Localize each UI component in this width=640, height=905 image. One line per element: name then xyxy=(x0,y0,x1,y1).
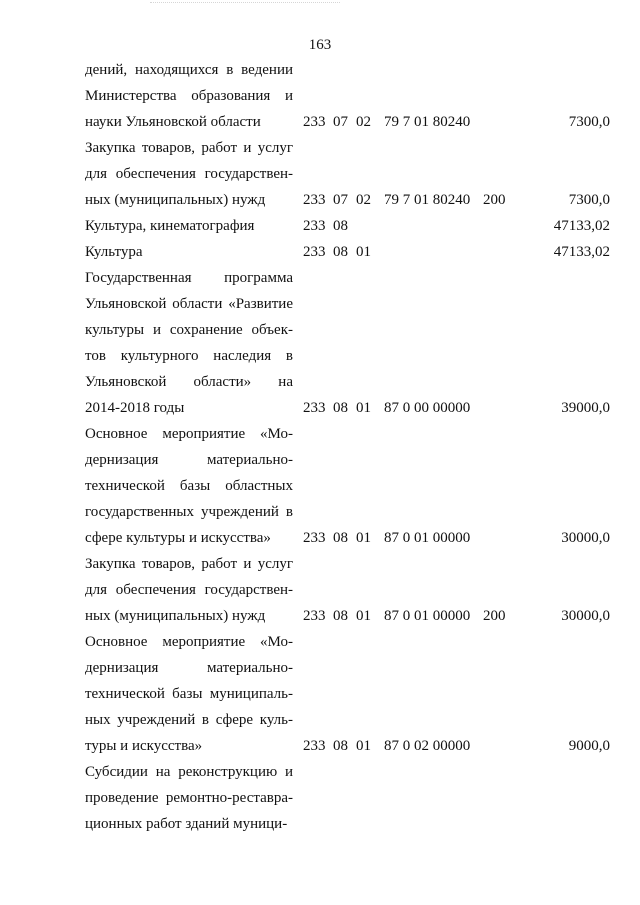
description-line: Ульяновской области» на xyxy=(85,374,293,390)
row-description xyxy=(85,759,293,837)
code-ved: 233 xyxy=(303,608,326,624)
description-line: Ульяновской области «Развитие xyxy=(85,296,293,312)
description-line: проведение ремонтно-реставра- xyxy=(85,790,293,806)
code-target-article: 79 7 01 80240 xyxy=(384,192,471,208)
description-line: сфере культуры и искусства» xyxy=(85,530,271,546)
amount: 7300,0 xyxy=(568,114,610,130)
code-ved: 233 xyxy=(303,738,326,754)
description-line: Основное мероприятие «Мо- xyxy=(85,426,293,442)
code-ved: 233 xyxy=(303,530,326,546)
description-line: технической базы муниципаль- xyxy=(85,686,293,702)
page-number: 163 xyxy=(308,37,332,53)
table-row xyxy=(0,421,640,551)
code-target-article: 87 0 01 00000 xyxy=(384,608,471,624)
amount: 30000,0 xyxy=(561,530,610,546)
amount: 39000,0 xyxy=(561,400,610,416)
description-line: ных (муниципальных) нужд xyxy=(85,608,266,624)
code-target-article: 79 7 01 80240 xyxy=(384,114,471,130)
code-ved: 233 xyxy=(303,400,326,416)
description-line: 2014-2018 годы xyxy=(85,400,185,416)
code-section: 08 xyxy=(333,244,348,260)
row-description xyxy=(85,551,293,629)
table-row xyxy=(0,213,640,239)
table-row xyxy=(0,239,640,265)
row-description xyxy=(85,213,293,239)
description-line: культуры и сохранение объек- xyxy=(85,322,293,338)
code-target-article: 87 0 02 00000 xyxy=(384,738,471,754)
description-line: Основное мероприятие «Мо- xyxy=(85,634,293,650)
table-row xyxy=(0,629,640,759)
description-line: ных учреждений в сфере куль- xyxy=(85,712,293,728)
description-line: государственных учреждений в xyxy=(85,504,293,520)
code-expense-type: 200 xyxy=(483,608,506,624)
description-line: Культура xyxy=(85,244,143,260)
amount: 47133,02 xyxy=(553,244,610,260)
code-subsection: 01 xyxy=(356,530,371,546)
row-description xyxy=(85,421,293,551)
code-target-article: 87 0 01 00000 xyxy=(384,530,471,546)
row-description xyxy=(85,135,293,213)
code-section: 08 xyxy=(333,738,348,754)
code-subsection: 01 xyxy=(356,738,371,754)
description-line: Субсидии на реконструкцию и xyxy=(85,764,293,780)
description-line: дернизация материально- xyxy=(85,660,293,676)
code-expense-type: 200 xyxy=(483,192,506,208)
row-description xyxy=(85,265,293,421)
code-subsection: 01 xyxy=(356,608,371,624)
description-line: туры и искусства» xyxy=(85,738,203,754)
row-description xyxy=(85,57,293,135)
description-line: Закупка товаров, работ и услуг xyxy=(85,140,293,156)
scan-artifact xyxy=(150,2,340,9)
amount: 7300,0 xyxy=(568,192,610,208)
code-section: 08 xyxy=(333,218,348,234)
code-target-article: 87 0 00 00000 xyxy=(384,400,471,416)
code-section: 07 xyxy=(333,192,348,208)
code-section: 08 xyxy=(333,400,348,416)
code-ved: 233 xyxy=(303,192,326,208)
description-line: Закупка товаров, работ и услуг xyxy=(85,556,293,572)
code-section: 08 xyxy=(333,608,348,624)
amount: 30000,0 xyxy=(561,608,610,624)
code-subsection: 02 xyxy=(356,114,371,130)
table-row xyxy=(0,265,640,421)
table-row xyxy=(0,759,640,837)
description-line: Культура, кинематография xyxy=(85,218,255,234)
description-line: Государственная программа xyxy=(85,270,293,286)
code-ved: 233 xyxy=(303,114,326,130)
row-description xyxy=(85,239,293,265)
code-subsection: 01 xyxy=(356,400,371,416)
table-row xyxy=(0,135,640,213)
description-line: науки Ульяновской области xyxy=(85,114,261,130)
table-row xyxy=(0,551,640,629)
description-line: Министерства образования и xyxy=(85,88,293,104)
code-ved: 233 xyxy=(303,218,326,234)
description-line: ционных работ зданий муници- xyxy=(85,816,288,832)
amount: 47133,02 xyxy=(553,218,610,234)
description-line: дернизация материально- xyxy=(85,452,293,468)
description-line: дений, находящихся в ведении xyxy=(85,62,293,78)
code-section: 08 xyxy=(333,530,348,546)
description-line: для обеспечения государствен- xyxy=(85,166,293,182)
amount: 9000,0 xyxy=(568,738,610,754)
row-description xyxy=(85,629,293,759)
code-subsection: 02 xyxy=(356,192,371,208)
code-ved: 233 xyxy=(303,244,326,260)
table-row xyxy=(0,57,640,135)
description-line: для обеспечения государствен- xyxy=(85,582,293,598)
description-line: ных (муниципальных) нужд xyxy=(85,192,266,208)
description-line: технической базы областных xyxy=(85,478,293,494)
code-subsection: 01 xyxy=(356,244,371,260)
code-section: 07 xyxy=(333,114,348,130)
description-line: тов культурного наследия в xyxy=(85,348,293,364)
